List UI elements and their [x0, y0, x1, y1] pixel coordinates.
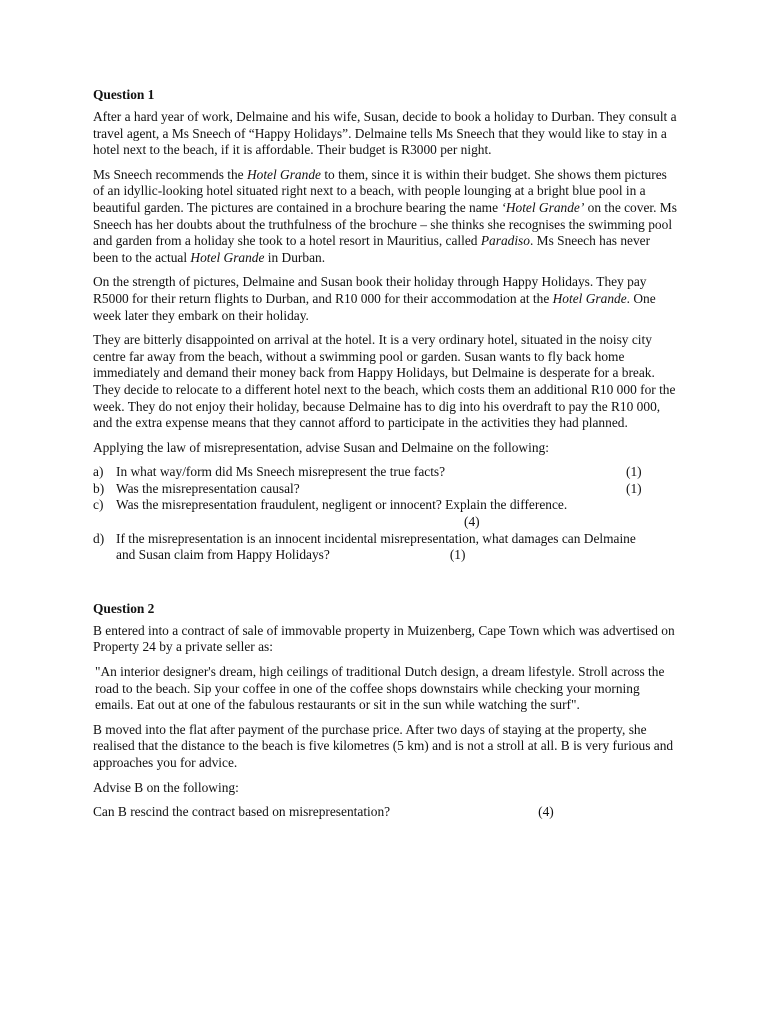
subquestion-text: Was the misrepresentation causal?	[116, 480, 300, 496]
subquestion-label: d)	[93, 530, 105, 546]
subquestion-label: b)	[93, 480, 105, 496]
mark-allocation: (4)	[464, 514, 480, 530]
mark-allocation: (4)	[538, 804, 554, 820]
document-page	[93, 86, 677, 829]
hotel-grande-name: Hotel Grande	[246, 166, 321, 182]
q2-instruction: Advise B on the following:	[93, 779, 239, 795]
question-2-heading: Question 2	[93, 600, 155, 616]
mark-allocation: (1)	[626, 480, 642, 496]
subquestion-a	[93, 464, 677, 481]
q1-paragraph-2: Ms Sneech recommends the Hotel Grande to them, since it is within their budget. She shows them pictures of an idyllic-looking hotel situated right next to a beach, with people lounging at a bright blue pool in a beautiful garden. The pictures are contained in a brochure bearing the name ‘Hotel Grande’ on the cover. Ms Sneech has her doubts about the truthfulness of the brochure – she thinks she recognises the swimming pool and garden from a holiday she took to a hotel resort in Mauritius, called Paradiso. Ms Sneech has never been to the actual Hotel Grande in Durban.	[93, 166, 677, 265]
question-1-heading: Question 1	[93, 87, 155, 102]
subquestion-label: c)	[93, 497, 104, 513]
question-2	[93, 600, 677, 821]
hotel-grande-brochure-name: ‘Hotel Grande’	[501, 199, 585, 215]
hotel-grande-name: Hotel Grande	[190, 249, 265, 265]
subquestion-text: Was the misrepresentation fraudulent, negligent or innocent? Explain the difference.	[116, 497, 568, 513]
q2-paragraph-2: B moved into the flat after payment of the purchase price. After two days of staying at the property, she realised that the distance to the beach is five kilometres (5 km) and is not a stroll at all. B is very furious and approaches you for advice.	[93, 721, 674, 770]
subquestion-text: In what way/form did Ms Sneech misrepresent the true facts?	[116, 464, 446, 480]
subquestion-text-continued: and Susan claim from Happy Holidays? (1)	[116, 547, 466, 563]
q1-subquestions	[93, 464, 677, 564]
q1-paragraph-3: On the strength of pictures, Delmaine and Susan book their holiday through Happy Holidays. They pay R5000 for their return flights to Durban, and R10 000 for their accommodation at the Hotel Grande. One week later they embark on their holiday.	[93, 274, 656, 323]
hotel-grande-name: Hotel Grande	[552, 290, 627, 306]
q1-paragraph-4: They are bitterly disappointed on arrival at the hotel. It is a very ordinary hotel, situated in the noisy city centre far away from the beach, without a swimming pool or garden. Susan wants to fly back home immediately and demand their money back from Happy Holidays, but Delmaine is desperate for a break. They decide to relocate to a different hotel next to the beach, which costs them an additional R10 000 for the week. They do not enjoy their holiday, because Delmaine has to dig into his overdraft to pay the R10 000, and the extra expense means that they cannot afford to participate in the activities they had planned.	[93, 332, 676, 431]
mark-allocation: (1)	[626, 464, 642, 480]
question-1	[93, 86, 677, 564]
subquestion-d	[93, 531, 677, 564]
q2-paragraph-1: B entered into a contract of sale of immovable property in Muizenberg, Cape Town which was advertised on Property 24 by a private seller as:	[93, 622, 675, 655]
mark-allocation: (1)	[449, 547, 466, 563]
subquestion-c	[93, 497, 677, 530]
q2-question: Can B rescind the contract based on misrepresentation? (4)	[93, 804, 554, 820]
subquestion-text: If the misrepresentation is an innocent incidental misrepresentation, what damages can Delmaine	[116, 530, 636, 546]
q1-paragraph-1: After a hard year of work, Delmaine and his wife, Susan, decide to book a holiday to Durban. They consult a travel agent, a Ms Sneech of “Happy Holidays”. Delmaine tells Ms Sneech that they would like to stay in a hotel next to the beach, if it is affordable. Their budget is R3000 per night.	[93, 109, 677, 158]
subquestion-label: a)	[93, 464, 104, 480]
q1-instruction: Applying the law of misrepresentation, advise Susan and Delmaine on the following:	[93, 439, 549, 455]
paradiso-name: Paradiso	[480, 233, 530, 249]
subquestion-b	[93, 481, 677, 498]
property-advert-quote: "An interior designer's dream, high ceilings of traditional Dutch design, a dream lifestyle. Stroll across the road to the beach. Sip your coffee in one of the coffee shops downstairs while checking your morning emails. Eat out at one of the fabulous restaurants or sit in the sun while watching the surf".	[95, 664, 665, 713]
